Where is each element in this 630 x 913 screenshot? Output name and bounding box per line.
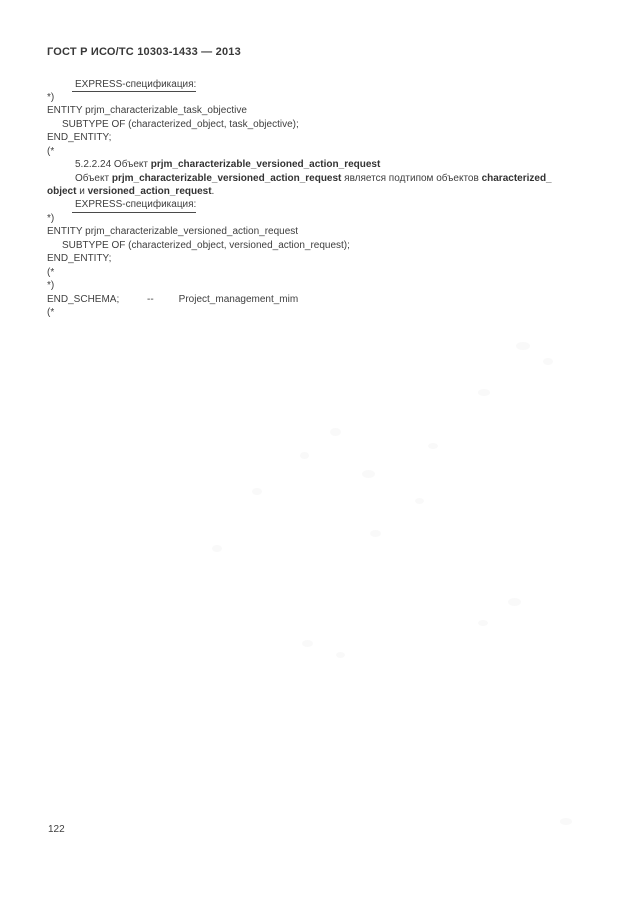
code2-close-marker-2: (* <box>47 306 55 318</box>
scan-noise <box>302 640 313 647</box>
code2-entity-line: ENTITY prjm_characterizable_versioned_action_request <box>47 226 299 238</box>
page-content <box>47 78 607 320</box>
scan-noise <box>300 452 309 459</box>
express-spec-label-1-text: EXPRESS-спецификация: <box>72 79 196 92</box>
scan-noise <box>516 342 530 350</box>
scan-noise <box>415 498 424 504</box>
paragraph-entity-ref: prjm_characterizable_versioned_action_request <box>111 172 342 184</box>
code2-end-entity-line: END_ENTITY; <box>47 253 112 265</box>
scan-noise <box>212 545 222 552</box>
code2-open-marker: *) <box>47 212 55 224</box>
paragraph-text: . <box>211 186 215 197</box>
paragraph-line-2 <box>47 185 607 198</box>
code1-entity-line: ENTITY prjm_characterizable_task_objective <box>47 105 247 117</box>
code2-subtype-line: SUBTYPE OF (characterized_object, versioned_action_request); <box>62 239 350 251</box>
code2-open-marker-2: *) <box>47 280 55 292</box>
scan-noise <box>478 620 488 626</box>
section-heading <box>47 158 607 171</box>
paragraph-entity-ref: object <box>47 186 77 197</box>
section-heading-number: 5.2.2.24 Объект <box>75 159 151 171</box>
paragraph-text: и <box>76 186 88 197</box>
end-schema-line: END_SCHEMA; -- Project_management_mim <box>47 293 299 305</box>
scan-noise <box>330 428 341 436</box>
code1-open-marker: *) <box>47 91 55 103</box>
paragraph-line-1 <box>47 172 607 185</box>
scan-noise <box>362 470 375 478</box>
paragraph-text: Объект <box>75 172 112 184</box>
code1-subtype-line: SUBTYPE OF (characterized_object, task_objective); <box>62 118 299 130</box>
scan-noise <box>508 598 521 606</box>
paragraph-entity-ref: versioned_action_request <box>87 186 212 197</box>
code1-end-entity-line: END_ENTITY; <box>47 132 112 144</box>
scan-noise <box>478 389 490 396</box>
section-heading-entity-name: prjm_characterizable_versioned_action_request <box>150 159 381 171</box>
scan-noise <box>428 443 438 449</box>
document-header-title: ГОСТ Р ИСО/ТС 10303-1433 — 2013 <box>47 46 241 58</box>
scan-noise <box>543 358 553 365</box>
paragraph-entity-ref: characterized_ <box>481 172 552 184</box>
scan-noise <box>252 488 262 495</box>
express-spec-label-2 <box>47 198 607 211</box>
scan-noise <box>336 652 345 658</box>
code1-close-marker: (* <box>47 145 55 157</box>
express-spec-label-1 <box>47 78 607 91</box>
scan-noise <box>370 530 381 537</box>
express-spec-label-2-text: EXPRESS-спецификация: <box>72 199 196 212</box>
code2-close-marker: (* <box>47 266 55 278</box>
paragraph-text: является подтипом объектов <box>341 172 482 184</box>
page-number: 122 <box>48 824 65 835</box>
scan-noise <box>560 818 572 825</box>
